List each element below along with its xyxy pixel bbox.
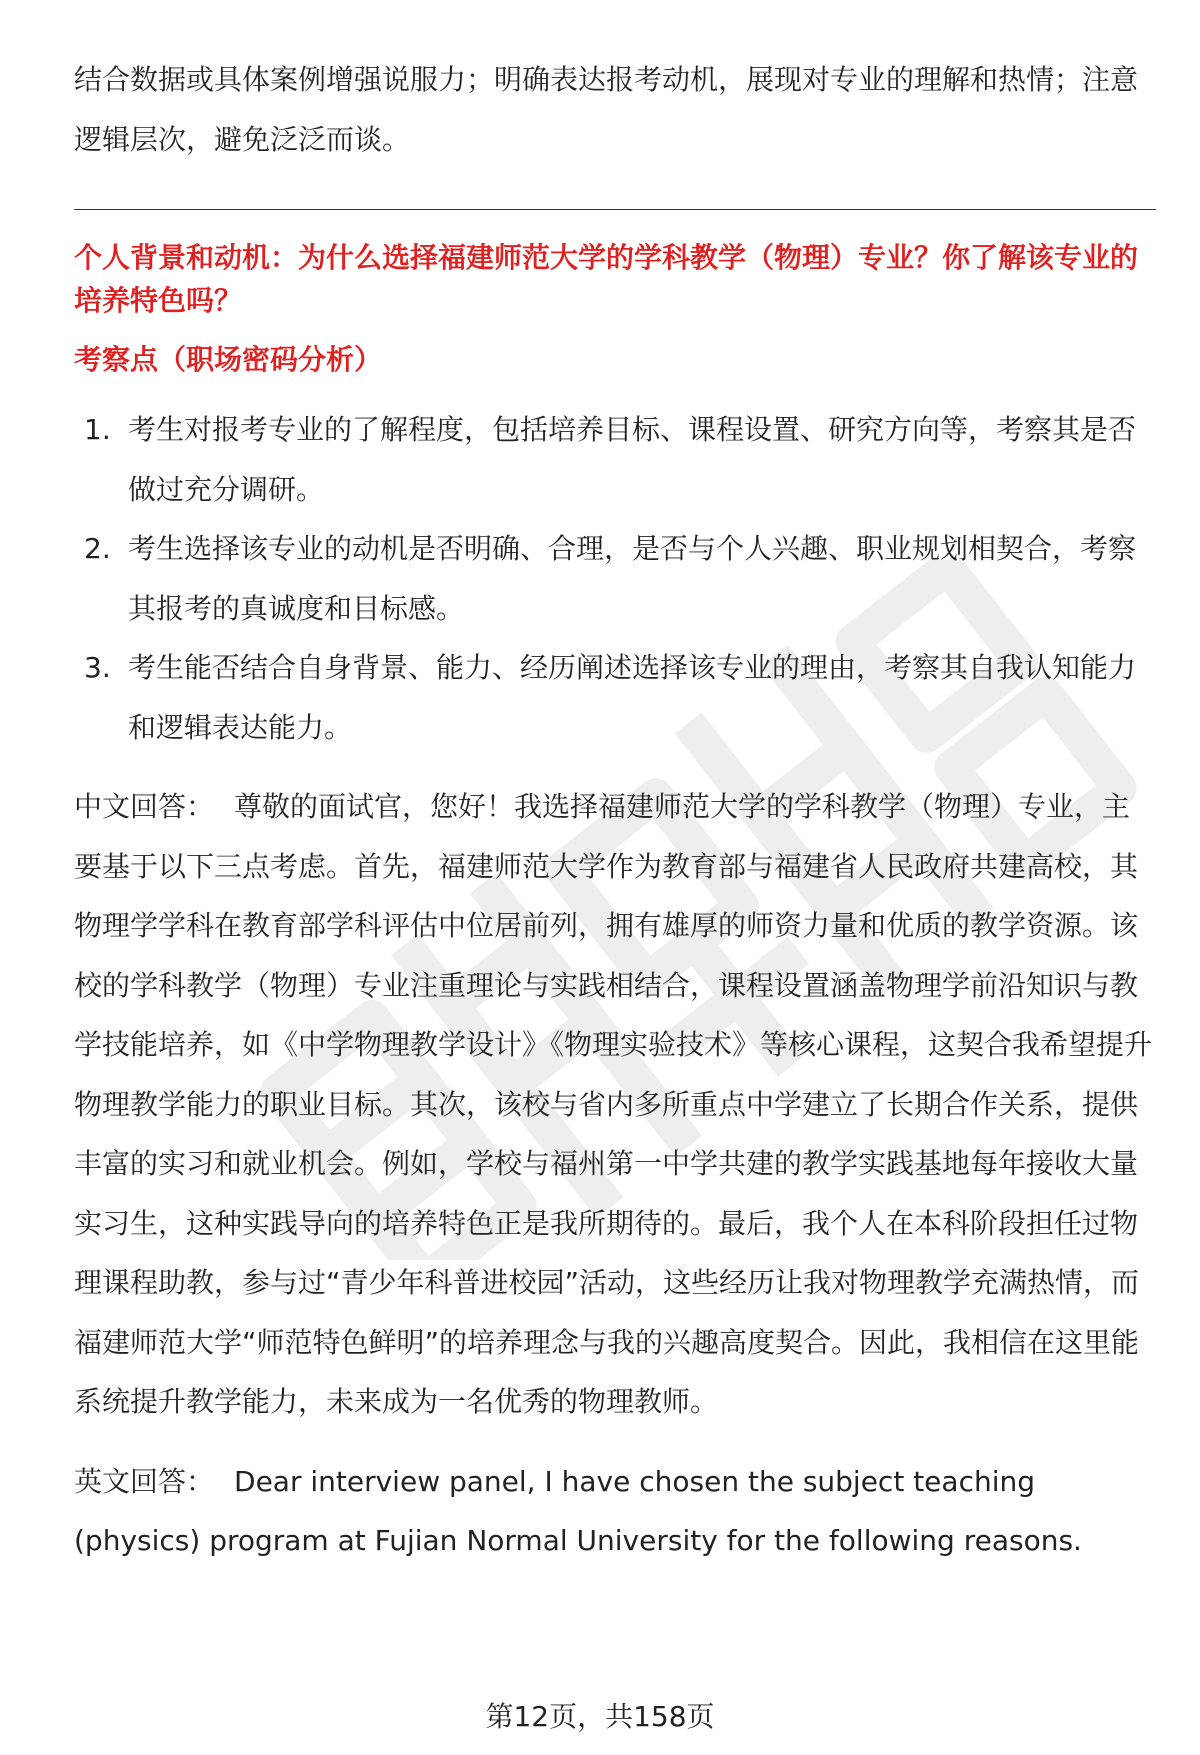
answer-chinese-text: 尊敬的面试官，您好！我选择福建师范大学的学科教学（物理）专业，主要基于以下三点考虑。首先，福建师范大学作为教育部与福建省人民政府共建高校，其物理学学科在教育部学科评估中位居前列，拥有雄厚的师资力量和优质的教学资源。该校的学科教学（物理）专业注重理论与实践相结合，课程设置涵盖物理学前沿知识与教学技能培养，如《中学物理教学设计》《物理实验技术》等核心课程，这契合我希望提升物理教学能力的职业目标。其次，该校与省内多所重点中学建立了长期合作关系，提供丰富的实习和就业机会。例如，学校与福州第一中学共建的教学实践基地每年接收大量实习生，这种实践导向的培养特色正是我所期待的。最后，我个人在本科阶段担任过物理课程助教，参与过“青少年科普进校园”活动，这些经历让我对物理教学充满热情，而福建师范大学“师范特色鲜明”的培养理念与我的兴趣高度契合。因此，我相信在这里能系统提升教学能力，未来成为一名优秀的物理教师。 (74, 790, 1153, 1418)
content-area (74, 50, 1154, 1571)
focus-item-number: 2. (84, 532, 111, 565)
answer-english (74, 1452, 1154, 1571)
page-footer: 第12页，共158页 (485, 1700, 715, 1733)
question-heading: 个人背景和动机：为什么选择福建师范大学的学科教学（物理）专业？你了解该专业的培养特色吗？ (74, 241, 1139, 317)
intro-paragraph: 结合数据或具体案例增强说服力；明确表达报考动机，展现对专业的理解和热情；注意逻辑层次，避免泛泛而谈。 (74, 63, 1139, 156)
focus-item (74, 400, 1154, 519)
focus-item-text: 考生选择该专业的动机是否明确、合理，是否与个人兴趣、职业规划相契合，考察其报考的真诚度和目标感。 (128, 532, 1137, 625)
focus-heading: 考察点（职场密码分析） (74, 343, 383, 376)
section-divider (74, 209, 1156, 210)
focus-item (74, 519, 1154, 638)
answer-chinese-label: 中文回答： (74, 790, 215, 823)
focus-item (74, 638, 1154, 757)
focus-item-number: 3. (84, 651, 111, 684)
answer-chinese (74, 777, 1154, 1432)
answer-english-label: 英文回答： (74, 1464, 215, 1498)
focus-item-number: 1. (84, 413, 111, 446)
focus-list (74, 400, 1154, 757)
answer-english-text: Dear interview panel, I have chosen the subject teaching (physics) program at Fujian Normal University for the following reasons. (74, 1464, 1082, 1557)
focus-item-text: 考生能否结合自身背景、能力、经历阐述选择该专业的理由，考察其自我认知能力和逻辑表达能力。 (128, 651, 1137, 744)
focus-item-text: 考生对报考专业的了解程度，包括培养目标、课程设置、研究方向等，考察其是否做过充分调研。 (128, 413, 1137, 506)
